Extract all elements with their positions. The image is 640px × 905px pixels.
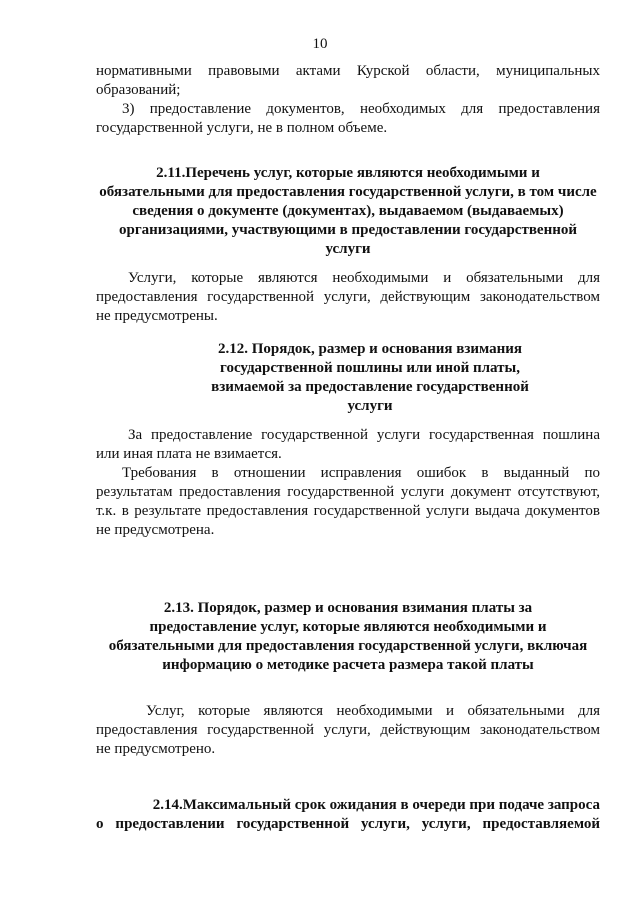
- text-line: нормативными правовыми актами Курской области, муниципальных: [96, 63, 600, 79]
- heading-line: обязательными для предоставления государственной услуги, в том числе: [99, 184, 597, 200]
- text-line: государственной услуги, не в полном объеме.: [96, 120, 388, 136]
- text-line: не предусмотрено.: [96, 741, 216, 757]
- heading-line: о предоставлении государственной услуги, услуги, предоставляемой: [96, 816, 600, 832]
- heading-line: услуги: [325, 241, 371, 257]
- section-2-14-heading: [96, 796, 600, 834]
- section-2-12-body: [96, 426, 600, 540]
- text-line: не предусмотрена.: [96, 522, 215, 538]
- page-number: 10: [312, 36, 328, 52]
- heading-line: 2.14.Максимальный срок ожидания в очереди при подаче запроса: [152, 797, 600, 813]
- heading-line: услуги: [347, 398, 393, 414]
- text-line: предоставления государственной услуги, действующим законодательством: [96, 722, 600, 738]
- heading-line: 2.12. Порядок, размер и основания взимания: [217, 341, 523, 357]
- heading-line: информацию о методике расчета размера такой платы: [162, 657, 534, 673]
- list-item-3: [96, 100, 600, 138]
- text-line: Услуг, которые являются необходимыми и обязательными для: [146, 703, 600, 719]
- heading-line: организациями, участвующими в предоставлении государственной: [118, 222, 578, 238]
- heading-line: государственной пошлины или иной платы,: [220, 360, 520, 376]
- heading-line: обязательными для предоставления государственной услуги, включая: [108, 638, 588, 654]
- text-line: т.к. в результате предоставления государственной услуги выдача документов: [96, 503, 600, 519]
- section-2-11-heading: [96, 164, 600, 259]
- section-2-13-heading: [96, 599, 600, 675]
- text-line: За предоставление государственной услуги государственная пошлина: [128, 427, 600, 443]
- section-2-11-body: [96, 269, 600, 326]
- heading-line: предоставление услуг, которые являются необходимыми и: [149, 619, 547, 635]
- section-2-13-body: [96, 702, 600, 759]
- text-line: образований;: [96, 82, 181, 98]
- section-2-12-heading: [150, 340, 590, 416]
- heading-line: 2.11.Перечень услуг, которые являются необходимыми и: [156, 165, 540, 181]
- text-line: или иная плата не взимается.: [96, 446, 282, 462]
- text-line: Требования в отношении исправления ошибок в выданный по: [122, 465, 600, 481]
- heading-line: сведения о документе (документах), выдаваемом (выдаваемых): [132, 203, 564, 219]
- intro-paragraph: [96, 62, 600, 100]
- text-line: предоставления государственной услуги, действующим законодательством: [96, 289, 600, 305]
- text-line: не предусмотрены.: [96, 308, 218, 324]
- heading-line: взимаемой за предоставление государственной: [211, 379, 529, 395]
- text-line: результатам предоставления государственной услуги документ отсутствуют,: [96, 484, 600, 500]
- text-line: Услуги, которые являются необходимыми и обязательными для: [128, 270, 600, 286]
- heading-line: 2.13. Порядок, размер и основания взимания платы за: [163, 600, 533, 616]
- text-line: 3) предоставление документов, необходимых для предоставления: [122, 101, 600, 117]
